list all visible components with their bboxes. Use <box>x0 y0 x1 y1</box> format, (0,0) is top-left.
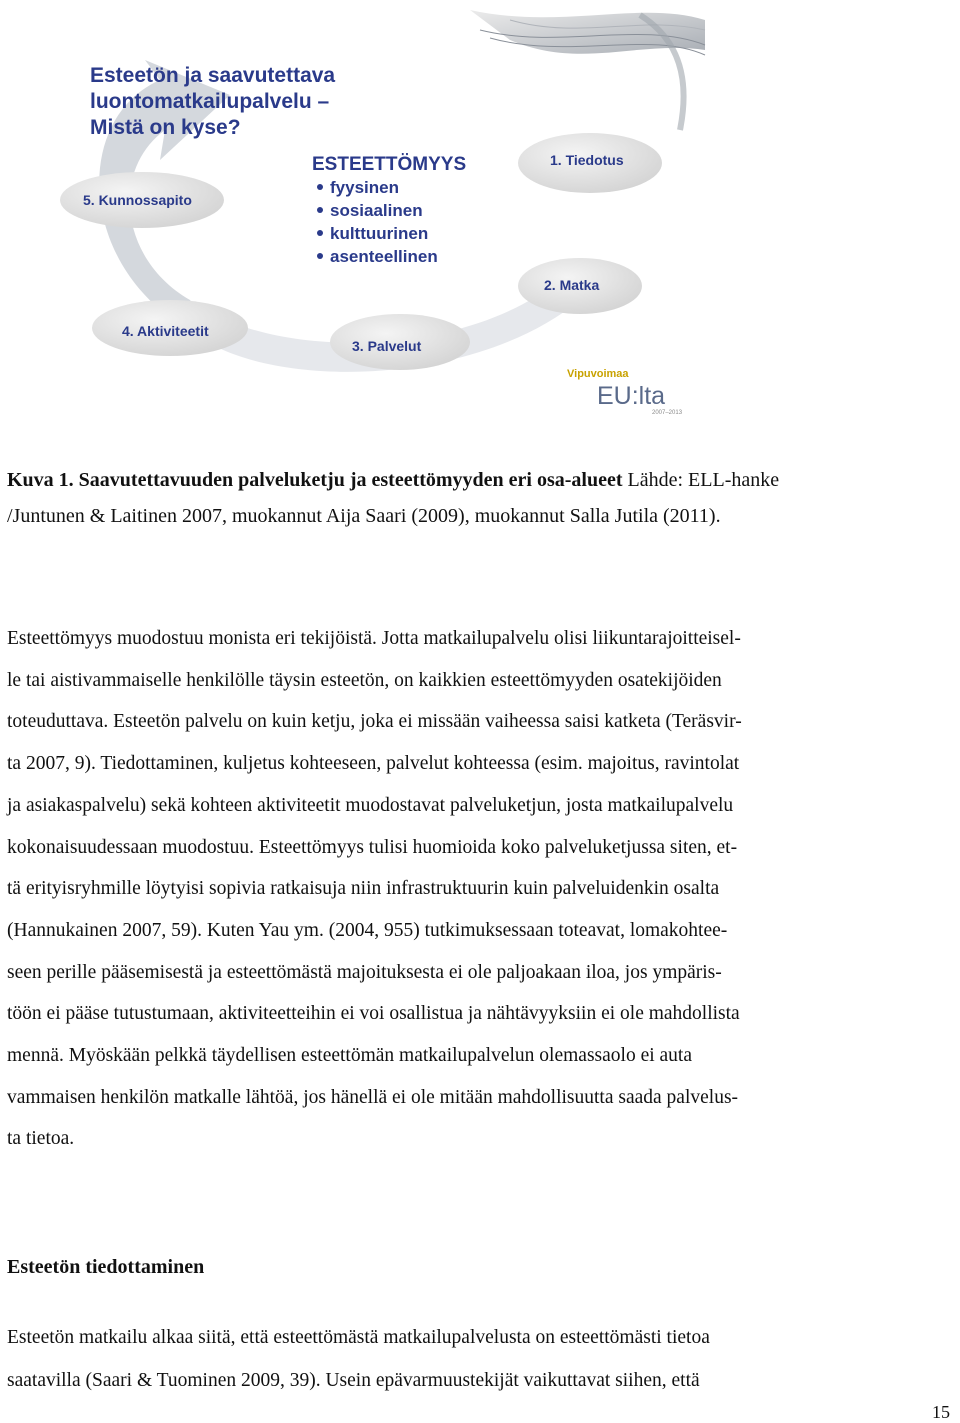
section-heading: Esteetön tiedottaminen <box>7 1256 205 1278</box>
step-bubble-1 <box>518 133 662 193</box>
paragraph-1-line: Esteettömyys muodostuu monista eri tekijöistä. Jotta matkailupalvelu olisi liikuntarajoitteisel- <box>7 628 741 649</box>
step-label-5: 5. Kunnossapito <box>83 192 192 208</box>
step-bubble-5 <box>60 172 224 228</box>
paragraph-2 <box>7 1316 927 1402</box>
figure-item-1: fyysinen <box>330 178 399 197</box>
step-label-3: 3. Palvelut <box>352 338 422 354</box>
figure-bullets <box>317 184 323 259</box>
figure-item-4: asenteellinen <box>330 247 438 266</box>
ribbon-decoration <box>470 10 705 130</box>
paragraph-1-line: toteuduttava. Esteetön palvelu on kuin ketju, joka ei missään vaiheessa saisi katketa (Teräsvir- <box>7 711 742 733</box>
step-label-1: 1. Tiedotus <box>550 152 624 168</box>
figure-title-line-2: luontomatkailupalvelu – <box>90 90 330 113</box>
logo-small-text: 2007–2013 <box>652 410 683 416</box>
step-label-4: 4. Aktiviteetit <box>122 323 209 339</box>
figure-diagram <box>40 0 720 430</box>
page-number: 15 <box>932 1402 950 1422</box>
paragraph-1-line: ja asiakaspalvelu) sekä kohteen aktiviteetit muodostavat palveluketjun, josta matkailupalvelu <box>7 794 734 816</box>
paragraph-1 <box>7 618 927 1160</box>
figure-heading: ESTEETTÖMYYS <box>312 154 467 175</box>
step-label-2: 2. Matka <box>544 277 600 293</box>
step-bubble-4 <box>92 300 248 356</box>
paragraph-1-line: kokonaisuudessaan muodostuu. Esteettömyys tulisi huomioida koko palveluketjussa siten, et- <box>7 836 738 858</box>
figure-title-line-3: Mistä on kyse? <box>90 116 241 139</box>
figure-item-3: kulttuurinen <box>330 224 429 243</box>
caption-source-2: /Juntunen & Laitinen 2007, muokannut Aija Saari (2009), muokannut Salla Jutila (2011). <box>7 505 721 527</box>
paragraph-1-line: seen perille pääsemisestä ja esteettömästä majoituksesta ei ole paljoakaan iloa, jos ympäris- <box>7 961 722 983</box>
paragraph-1-line: tä erityisryhmille löytyisi sopivia ratkaisuja niin infrastruktuurin kuin palveluidenkin osalta <box>7 878 720 900</box>
paragraph-2-line: Esteetön matkailu alkaa siitä, että esteettömästä matkailupalvelusta on esteettömästi tietoa <box>7 1327 710 1348</box>
eu-logo <box>567 368 683 416</box>
figure-item-2: sosiaalinen <box>330 201 423 220</box>
paragraph-1-line: mennä. Myöskään pelkkä täydellisen esteettömän matkailupalvelun olemassaolo ei auta <box>7 1045 692 1067</box>
paragraph-2-line: saatavilla (Saari & Tuominen 2009, 39). Usein epävarmuustekijät vaikuttavat siihen, että <box>7 1370 700 1391</box>
figure-caption <box>7 462 937 534</box>
paragraph-1-line: ta 2007, 9). Tiedottaminen, kuljetus kohteeseen, palvelut kohteessa (esim. majoitus, ravintolat <box>7 753 740 775</box>
logo-main-text: EU:lta <box>597 382 666 410</box>
paragraph-1-line: vammaisen henkilön matkalle lähtöä, jos hänellä ei ole mitään mahdollisuutta saada palvelus- <box>7 1086 739 1108</box>
caption-source-1: Lähde: ELL-hanke <box>622 469 780 491</box>
paragraph-1-line: töön ei pääse tutustumaan, aktiviteetteihin ei voi osallistua ja nähtävyyksiin ei ole mahdollista <box>7 1003 740 1025</box>
figure-title-line-1: Esteetön ja saavutettava <box>90 64 336 87</box>
paragraph-1-line: ta tietoa. <box>7 1128 75 1150</box>
step-bubble-2 <box>518 258 642 314</box>
paragraph-1-line: le tai aistivammaiselle henkilölle täysin esteetön, on kaikkien esteettömyyden osatekijöiden <box>7 669 722 691</box>
step-bubble-3 <box>330 314 470 370</box>
paragraph-1-line: (Hannukainen 2007, 59). Kuten Yau ym. (2004, 955) tutkimuksessaan toteavat, lomakohtee- <box>7 919 728 941</box>
caption-label: Kuva 1. Saavutettavuuden palveluketju ja esteettömyyden eri osa-alueet <box>7 469 623 491</box>
accessibility-chain-diagram <box>40 0 720 430</box>
logo-top-text: Vipuvoimaa <box>567 368 629 380</box>
